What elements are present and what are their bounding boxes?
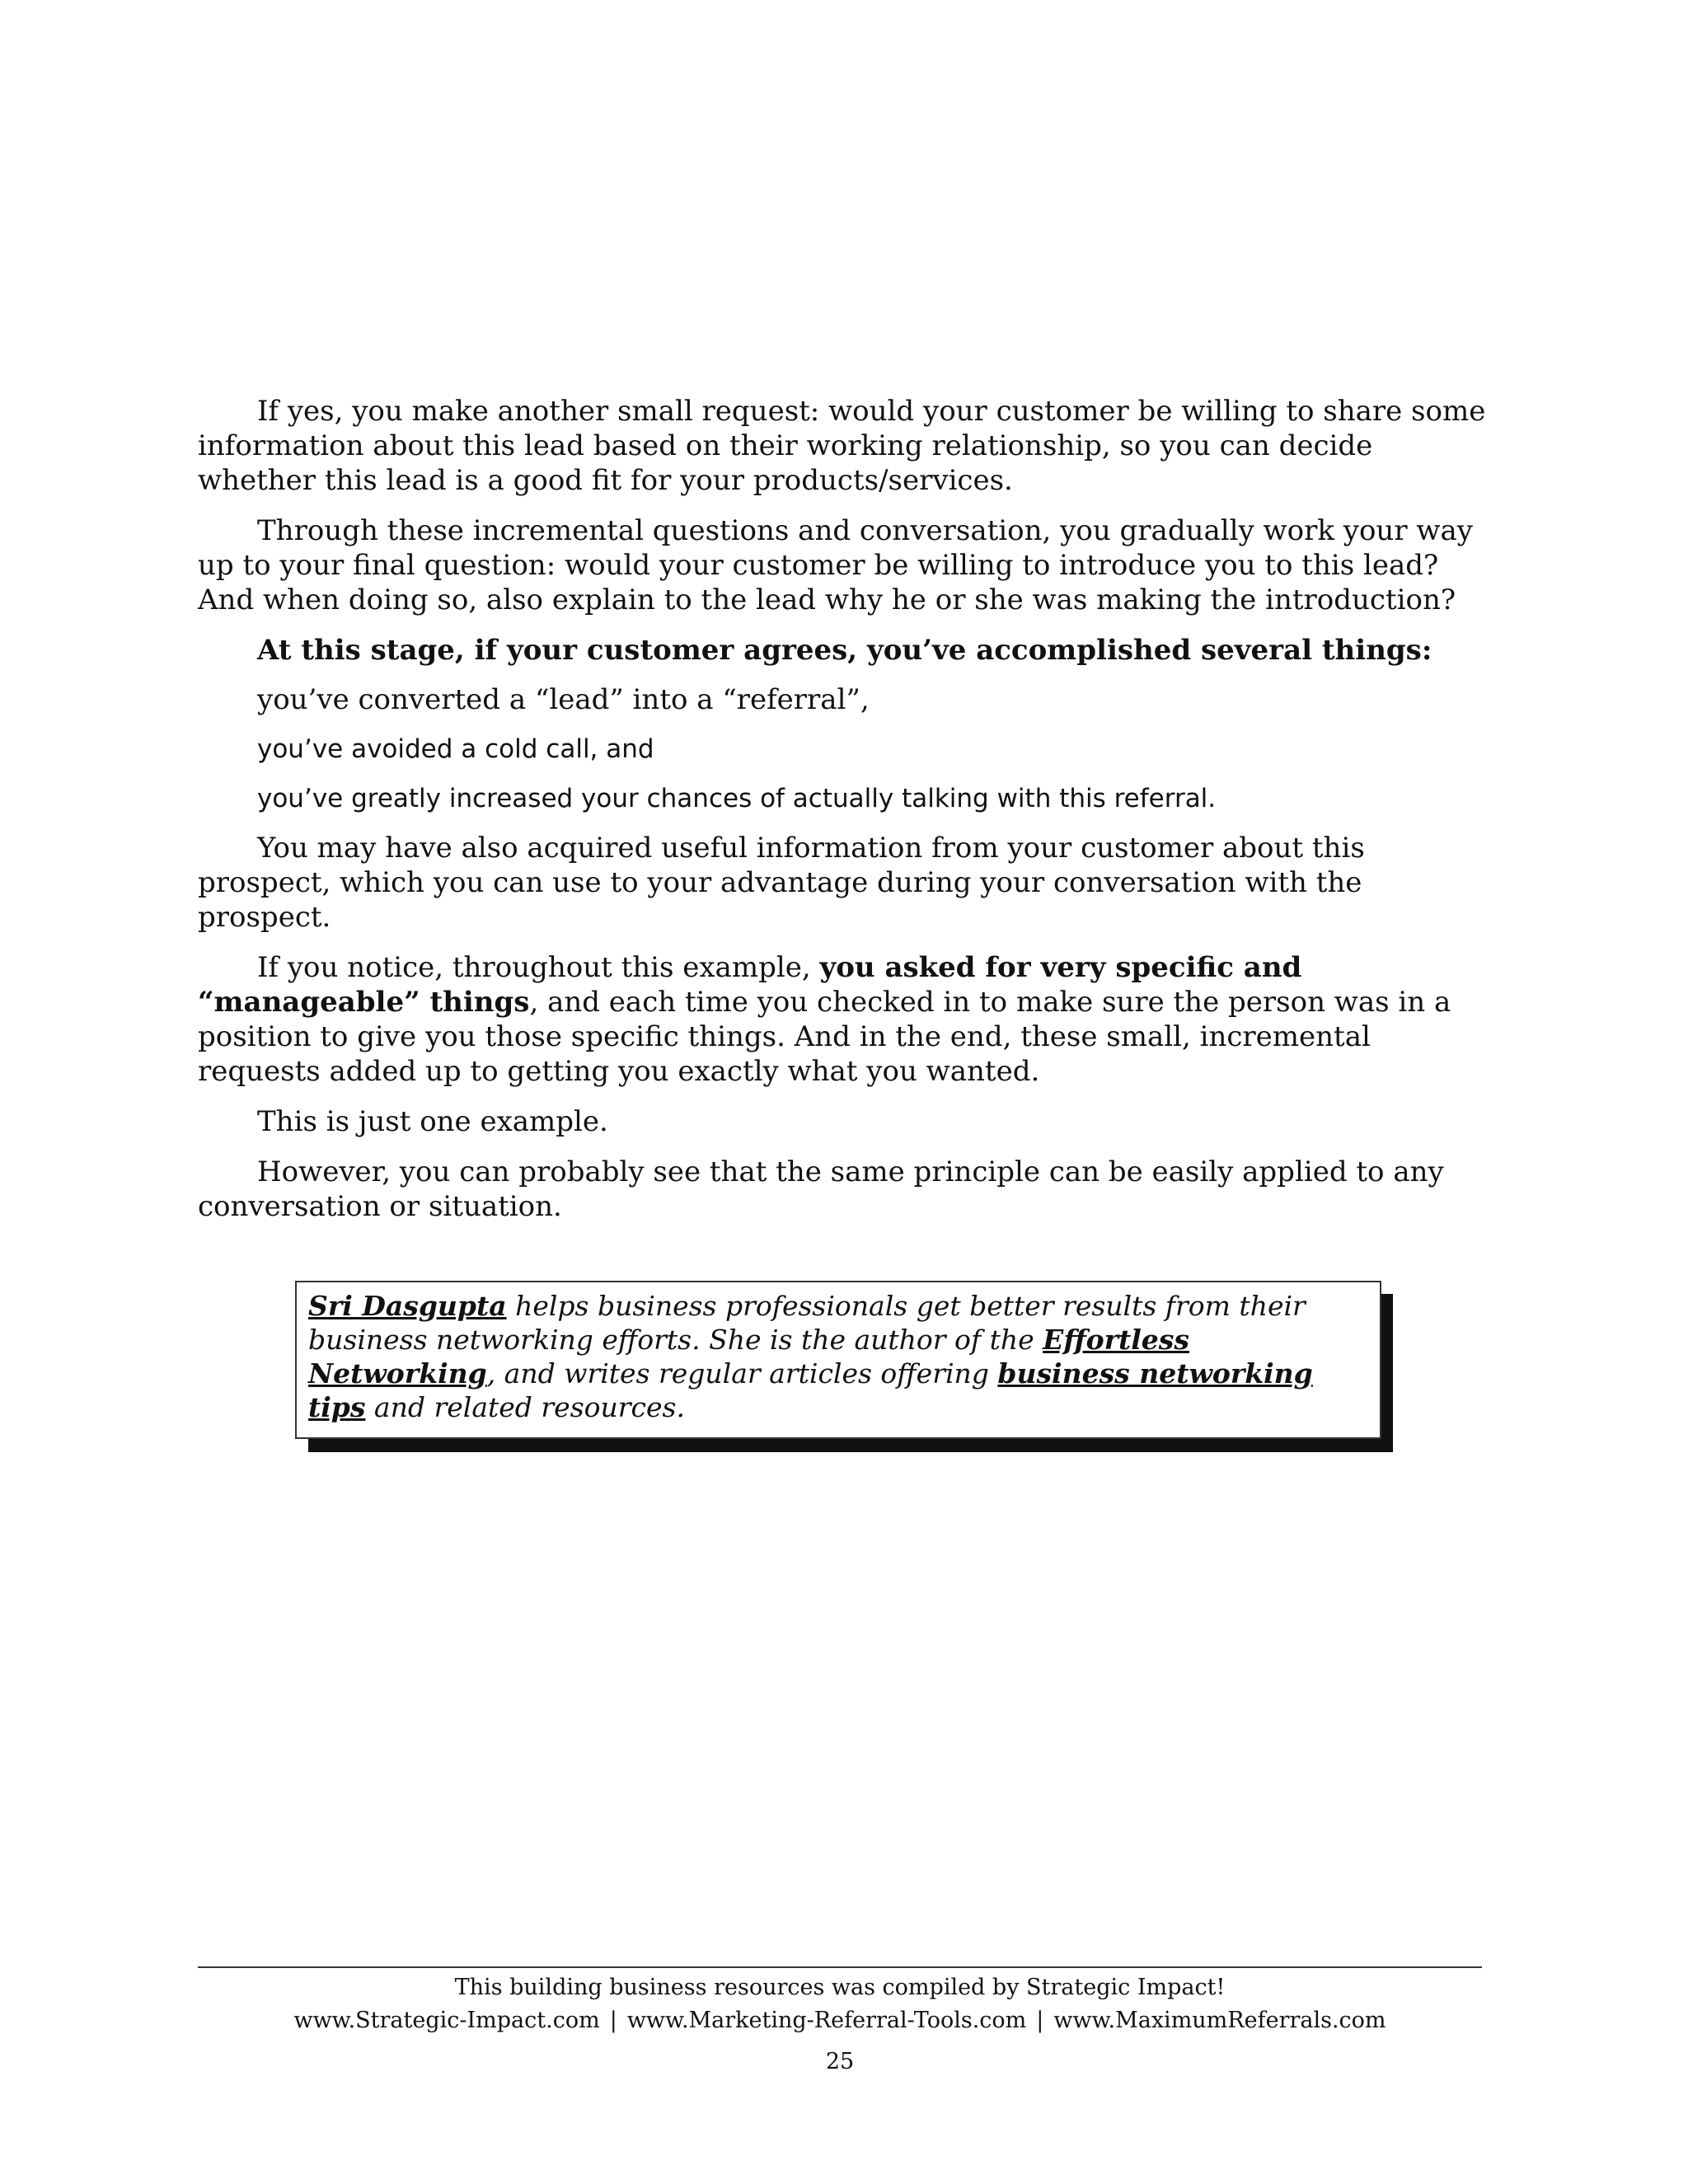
paragraph: You may have also acquired useful information from your customer about this prospect, which you can use to your advantage during your conversation with the prospect. — [198, 832, 1365, 934]
bio-box-content — [295, 1281, 1381, 1439]
paragraph-text: If you notice, throughout this example, — [257, 951, 820, 984]
list-item: you’ve converted a “lead” into a “referral”, — [257, 683, 870, 716]
book-link[interactable]: Effortless Networking — [308, 1324, 1189, 1390]
footer-separator: | — [609, 2008, 617, 2033]
footer-link-marketing-referral-tools[interactable]: www.Marketing-Referral-Tools.com — [626, 2008, 1027, 2033]
bio-text: , and writes regular articles offering — [486, 1357, 998, 1390]
author-link[interactable]: Sri Dasgupta — [308, 1290, 507, 1322]
footer-link-maximum-referrals[interactable]: www.MaximumReferrals.com — [1053, 2008, 1386, 2033]
author-bio-box — [295, 1281, 1380, 1439]
body-text — [198, 394, 1492, 1224]
bio-text: and related resources. — [365, 1391, 685, 1423]
footer-link-strategic-impact[interactable]: www.Strategic-Impact.com — [293, 2008, 600, 2033]
paragraph-text: , and each time you checked in to make sure the person was in a position to give you those specific things. And in the end, these small, incremental requests added up to getting you exactly what you wanted. — [198, 986, 1451, 1088]
bold-heading: At this stage, if your customer agrees, you’ve accomplished several things: — [257, 634, 1432, 667]
footer-links — [198, 2004, 1482, 2037]
bio-text: helps business professionals get better results from their business networking efforts. She is the author of the — [308, 1290, 1306, 1356]
footer-credit: This building business resources was compiled by Strategic Impact! — [454, 1975, 1226, 2000]
paragraph: If yes, you make another small request: would your customer be willing to share some information about this lead based on their working relationship, so you can decide whether this lead is a good fit for your products/services. — [198, 395, 1486, 497]
footer-divider — [198, 1966, 1482, 1968]
list-item: you’ve greatly increased your chances of actually talking with this referral. — [257, 784, 1217, 813]
page-number: 25 — [825, 2049, 855, 2074]
footer-separator: | — [1036, 2008, 1044, 2033]
list-item: you’ve avoided a cold call, and — [257, 734, 654, 764]
paragraph — [198, 950, 1492, 1089]
paragraph: This is just one example. — [257, 1105, 608, 1138]
paragraph: Through these incremental questions and conversation, you gradually work your way up to your final question: would your customer be willing to introduce you to this lead? And when doing so, also explain to the lead why he or she was making the introduction? — [198, 514, 1473, 616]
footer — [198, 1971, 1482, 2037]
paragraph: However, you can probably see that the same principle can be easily applied to any conversation or situation. — [198, 1155, 1444, 1223]
bold-phrase: you asked for very specific and “manageable” things — [198, 951, 1302, 1019]
tips-link[interactable]: business networking tips — [308, 1357, 1313, 1423]
